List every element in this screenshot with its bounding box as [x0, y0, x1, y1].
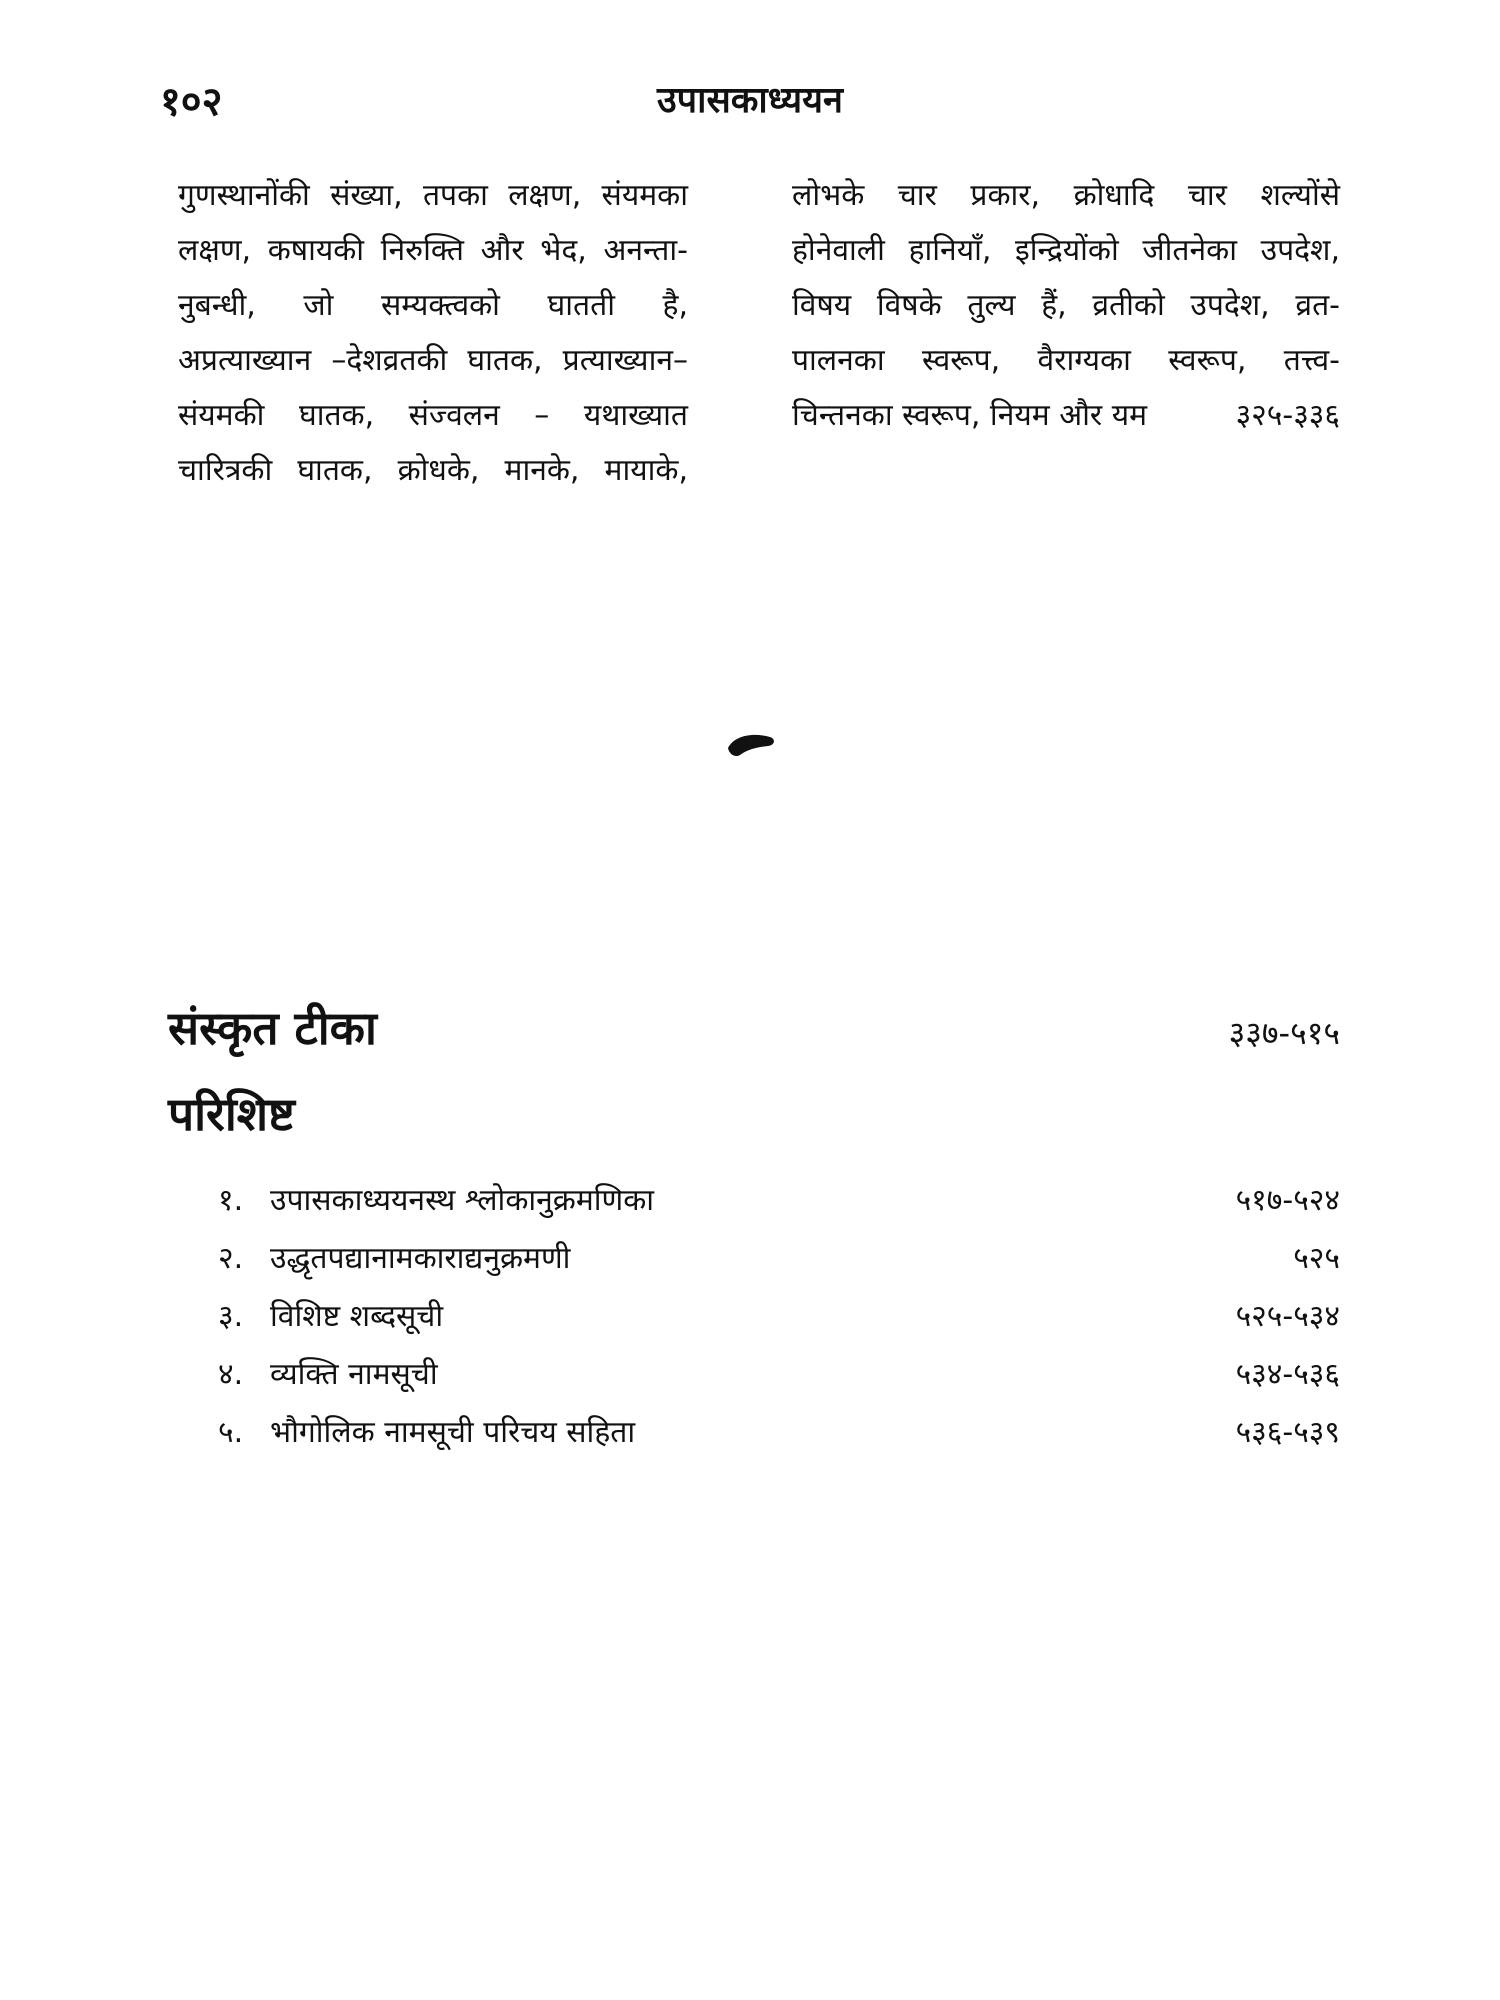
right-column-line: लोभके चार प्रकार, क्रोधादि चार शल्योंसे [792, 178, 1340, 213]
left-column-line: चारित्रकी घातक, क्रोधके, मानके, मायाके, [178, 453, 688, 488]
page-range: ५२५-५३४ [1235, 1299, 1340, 1334]
running-title: उपासकाध्ययन [656, 80, 844, 121]
entry-label: उद्धृतपद्यानामकाराद्यनुक्रमणी [270, 1241, 571, 1276]
list-item [218, 1288, 1340, 1346]
right-column-line: होनेवाली हानियाँ, इन्द्रियोंको जीतनेका उपदेश, [792, 233, 1340, 268]
entry-label-group [218, 1346, 438, 1404]
entry-number: ५. [218, 1415, 244, 1450]
left-column-line: संयमकी घातक, संज्वलन – यथाख्यात [178, 398, 688, 433]
right-column-line: पालनका स्वरूप, वैराग्यका स्वरूप, तत्त्व- [792, 343, 1340, 378]
entry-label: विशिष्ट शब्दसूची [270, 1299, 444, 1334]
left-column [178, 168, 688, 498]
list-item [218, 1404, 1340, 1462]
entry-number: ३. [218, 1299, 244, 1334]
left-column-line: गुणस्थानोंकी संख्या, तपका लक्षण, संयमका [178, 178, 688, 213]
list-item [218, 1346, 1340, 1404]
left-column-line: नुबन्धी, जो सम्यक्त्वको घातती है, [178, 288, 688, 323]
page-range: ५१७-५२४ [1235, 1183, 1340, 1218]
ornament-icon [726, 732, 776, 758]
entry-label-group [218, 1230, 570, 1288]
entry-label-group [218, 1404, 635, 1462]
page-range: ५३६-५३९ [1235, 1415, 1340, 1450]
page-number: १०२ [160, 79, 223, 125]
page-range: ५३४-५३६ [1235, 1357, 1340, 1392]
page-range: ३२५-३३६ [1235, 398, 1340, 433]
entry-number: २. [218, 1241, 244, 1276]
list-item [218, 1172, 1340, 1230]
appendix-list [218, 1172, 1340, 1462]
right-column-line: चिन्तनका स्वरूप, नियम और यम [792, 398, 1148, 433]
entry-label: भौगोलिक नामसूची परिचय सहिता [270, 1415, 636, 1450]
left-column-line: लक्षण, कषायकी निरुक्ति और भेद, अनन्ता- [178, 233, 688, 268]
entry-label-group [218, 1288, 443, 1346]
entry-number: ४. [218, 1357, 244, 1392]
section-title: परिशिष्ट [168, 1087, 295, 1141]
right-column [792, 168, 1340, 443]
parishisht-row [168, 1082, 1340, 1144]
entry-label-group [218, 1172, 654, 1230]
entry-label: व्यक्ति नामसूची [270, 1357, 438, 1392]
list-item [218, 1230, 1340, 1288]
section-title: संस्कृत टीका [168, 1001, 377, 1055]
entry-label: उपासकाध्ययनस्थ श्लोकानुक्रमणिका [270, 1183, 655, 1218]
entry-number: १. [218, 1183, 244, 1218]
right-column-line: विषय विषके तुल्य हैं, व्रतीको उपदेश, व्रत- [792, 288, 1340, 323]
right-column-last-line [792, 388, 1340, 443]
sanskrit-tika-row [168, 996, 1340, 1058]
page-range: ५२५ [1293, 1241, 1340, 1276]
left-column-line: अप्रत्याख्यान –देशव्रतकी घातक, प्रत्याख्यान– [178, 343, 688, 378]
page-range: ३३७-५१५ [1228, 1014, 1340, 1052]
